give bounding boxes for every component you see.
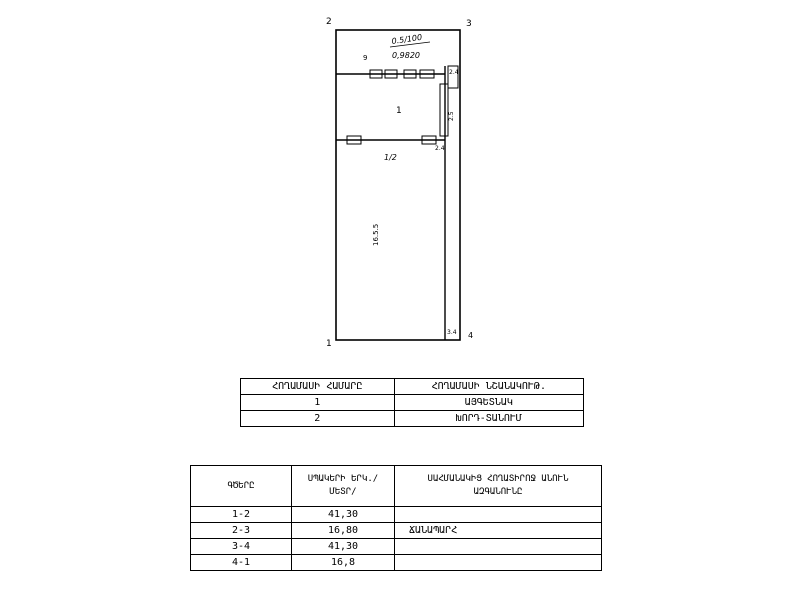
table2-cell: [395, 539, 602, 555]
table2-header-neighbor: ՍԱՀՄԱՆԱԿԻՑ ՀՈՂԱՏԻՐՈՋ ԱՆՈՒՆ ԱԶԳԱՆՈՒՆԸ: [395, 466, 602, 507]
table1-cell: ԽՈՐԴ-ՏԱՆՈՒՄ: [394, 411, 583, 427]
table2-cell: 1-2: [191, 507, 292, 523]
dim-mid-right: 2.5: [448, 111, 455, 121]
dim-top-right: 2.4: [449, 69, 459, 76]
table2-cell: [395, 555, 602, 571]
zone-label-2: 1/2: [384, 153, 397, 162]
table1-header-purpose: ՀՈՂԱՄԱՍԻ ՆՇԱՆԱԿՈՒԹ.: [394, 379, 583, 395]
table2-cell: 16,80: [292, 523, 395, 539]
corner-label-1: 1: [326, 339, 332, 349]
table-row: [191, 555, 602, 571]
table2-cell: 41,30: [292, 539, 395, 555]
corner-label-4: 4: [468, 331, 474, 340]
table2-cell: 2-3: [191, 523, 292, 539]
table2-cell: ՃԱՆԱՊԱՐՀ: [395, 523, 602, 539]
table1-cell: 2: [241, 411, 395, 427]
table1-header-row: [241, 379, 584, 395]
dim-bottom-right: 3.4: [447, 329, 457, 336]
table2-cell: 4-1: [191, 555, 292, 571]
table-row: [191, 539, 602, 555]
lot-code: 0,9820: [392, 51, 420, 60]
table-row: [241, 411, 584, 427]
lot-small-number: 9: [363, 54, 368, 62]
table-row: [191, 523, 602, 539]
parcel-purpose-table: [240, 378, 584, 427]
table2-header-length: ՍՊԱԿԵՐԻ ԵՐԿ./ՄԵՏՐ/: [292, 466, 395, 507]
boundary-lines-table: [190, 465, 602, 571]
scale-text: 0.5/100: [391, 32, 423, 46]
table2-cell: 3-4: [191, 539, 292, 555]
vertical-dimension: 16.5.5: [372, 223, 380, 246]
dim-low-right: 2.4: [435, 145, 445, 152]
table2-cell: 16,8: [292, 555, 395, 571]
wall-segments: [347, 66, 458, 144]
table2-cell: [395, 507, 602, 523]
table1-header-number: ՀՈՂԱՄԱՍԻ ՀԱՄԱՐԸ: [241, 379, 395, 395]
table1-cell: ԱՅԳԵՏՆԱԿ: [394, 395, 583, 411]
table2-header-lines: ԳԾԵՐԸ: [191, 466, 292, 507]
table-row: [191, 507, 602, 523]
parcel-boundary: [336, 30, 460, 340]
corner-label-3: 3: [466, 19, 472, 29]
table-row: [241, 395, 584, 411]
table1-cell: 1: [241, 395, 395, 411]
table2-cell: 41,30: [292, 507, 395, 523]
corner-label-2: 2: [326, 17, 332, 27]
zone-label-1: 1: [396, 106, 402, 116]
table2-header-row: [191, 466, 602, 507]
